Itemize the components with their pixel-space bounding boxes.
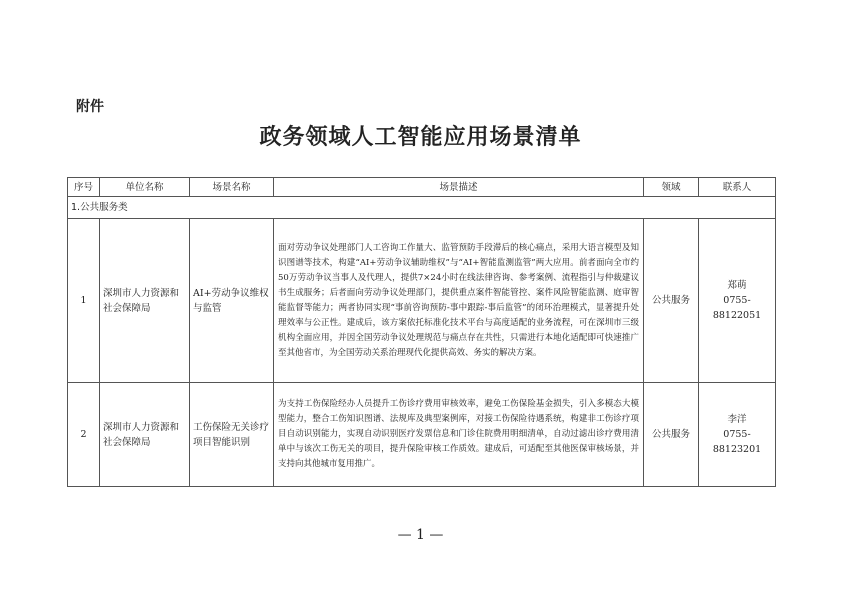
row-contact [699, 219, 776, 383]
document-title: 政务领域人工智能应用场景清单 [259, 124, 582, 150]
header-description: 场景描述 [274, 178, 644, 197]
contact-phone: 0755-88123201 [712, 429, 762, 455]
page-number: — 1 — [397, 527, 444, 543]
table-header-row [68, 178, 776, 197]
contact-name: 李洋 [727, 414, 747, 425]
row-description: 面对劳动争议处理部门人工咨询工作量大、监管预防手段滞后的核心痛点，采用大语言模型及知识图谱等技术，构建“AI+劳动争议辅助维权”与“AI+智能监测监管”两大应用。前者面向全市约50万劳动争议当事人及代理人，提供7×24小时在线法律咨询、参考案例、流程指引与仲裁建议书生成服务；后者面向劳动争议处理部门，提供重点案件智能管控、案件风险智能监测、庭审智能监督等能力；两者协同实现“事前咨询预防-事中跟踪-事后监管”的闭环治理模式，显著提升处理效率与公正性。建成后，该方案依托标准化技术平台与高度适配的业务流程，可在深圳市三级机构全面应用，并因全国劳动争议处理规范与痛点存在共性，只需进行本地化适配即可快速推广至其他省市，为全国劳动关系治理现代化提供高效、务实的解决方案。 [274, 219, 644, 383]
row-no: 1 [68, 219, 100, 383]
row-scene: 工伤保险无关诊疗项目智能识别 [190, 383, 274, 487]
category-row [68, 197, 776, 219]
category-label: 1.公共服务类 [68, 197, 776, 219]
row-scene: AI+劳动争议维权与监管 [190, 219, 274, 383]
header-contact: 联系人 [699, 178, 776, 197]
contact-phone: 0755-88122051 [712, 295, 762, 321]
row-description: 为支持工伤保险经办人员提升工伤诊疗费用审核效率，避免工伤保险基金损失，引入多模态大模型能力，整合工伤知识图谱、法规库及典型案例库，对接工伤保险待遇系统，构建非工伤诊疗项目自动识别能力，实现自动识别医疗发票信息和门诊住院费用明细清单，自动过滤出诊疗费用清单中与该次工伤无关的项目，提升保险审核工作质效。建成后，可适配至其他医保审核场景，并支持向其他城市复用推广。 [274, 383, 644, 487]
header-unit: 单位名称 [100, 178, 190, 197]
attachment-label: 附件 [76, 99, 104, 115]
header-scene: 场景名称 [190, 178, 274, 197]
table-row [68, 219, 776, 383]
row-no: 2 [68, 383, 100, 487]
row-unit: 深圳市人力资源和社会保障局 [100, 383, 190, 487]
contact-name: 郑萌 [727, 280, 747, 291]
table-row [68, 383, 776, 487]
row-domain: 公共服务 [644, 219, 699, 383]
row-domain: 公共服务 [644, 383, 699, 487]
header-domain: 领域 [644, 178, 699, 197]
header-no: 序号 [68, 178, 100, 197]
row-unit: 深圳市人力资源和社会保障局 [100, 219, 190, 383]
row-contact [699, 383, 776, 487]
scenario-table [67, 177, 776, 487]
